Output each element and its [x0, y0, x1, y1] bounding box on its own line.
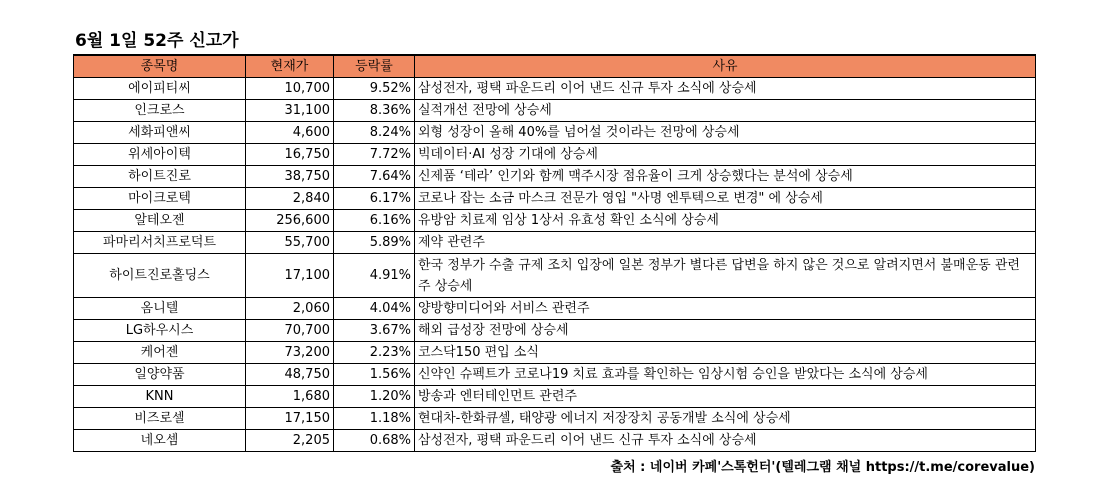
stock-reason: 코로나 잡는 소금 마스크 전문가 영입 "사명 엔투텍으로 변경" 에 상승세 [415, 188, 1036, 210]
stock-reason: 신제품 ‘테라’ 인기와 함께 맥주시장 점유율이 크게 상승했다는 분석에 상승세 [415, 166, 1036, 188]
stock-price: 1,680 [246, 386, 334, 408]
stock-name: 네오셈 [74, 430, 246, 452]
stock-change: 4.04% [334, 298, 415, 320]
stock-price: 2,060 [246, 298, 334, 320]
stock-name: 옴니텔 [74, 298, 246, 320]
stock-price: 10,700 [246, 78, 334, 100]
stock-change: 6.16% [334, 210, 415, 232]
stock-change: 8.24% [334, 122, 415, 144]
stock-price: 256,600 [246, 210, 334, 232]
stock-name: 비즈로셀 [74, 408, 246, 430]
stock-reason: 양방향미디어와 서비스 관련주 [415, 298, 1036, 320]
stock-reason: 한국 정부가 수출 규제 조치 입장에 일본 정부가 별다른 답변을 하지 않은 것으로 알려지면서 불매운동 관련주 상승세 [415, 254, 1036, 298]
stock-reason: 해외 급성장 전망에 상승세 [415, 320, 1036, 342]
stock-change: 5.89% [334, 232, 415, 254]
stock-change: 9.52% [334, 78, 415, 100]
stock-name: 케어젠 [74, 342, 246, 364]
stock-price: 17,100 [246, 254, 334, 298]
column-header-change: 등락률 [334, 55, 415, 78]
table-row [74, 342, 1036, 364]
column-header-name: 종목명 [74, 55, 246, 78]
table-row [74, 144, 1036, 166]
table-row [74, 254, 1036, 298]
table-row [74, 386, 1036, 408]
source-credit: 출처 : 네이버 카페'스톡헌터'(텔레그램 채널 https://t.me/corevalue) [610, 460, 1035, 475]
stock-reason: 제약 관련주 [415, 232, 1036, 254]
stock-price: 31,100 [246, 100, 334, 122]
table-row [74, 210, 1036, 232]
stock-change: 7.72% [334, 144, 415, 166]
table-row [74, 430, 1036, 452]
table-row [74, 232, 1036, 254]
stock-name: LG하우시스 [74, 320, 246, 342]
table-row [74, 188, 1036, 210]
stock-change: 2.23% [334, 342, 415, 364]
stock-reason: 빅데이터·AI 성장 기대에 상승세 [415, 144, 1036, 166]
table-row [74, 298, 1036, 320]
stock-table [73, 54, 1036, 452]
stock-reason: 신약인 슈펙트가 코로나19 치료 효과를 확인하는 임상시험 승인을 받았다는 소식에 상승세 [415, 364, 1036, 386]
stock-change: 0.68% [334, 430, 415, 452]
stock-reason: 삼성전자, 평택 파운드리 이어 낸드 신규 투자 소식에 상승세 [415, 78, 1036, 100]
table-header-row [74, 55, 1036, 78]
stock-price: 4,600 [246, 122, 334, 144]
table-row [74, 364, 1036, 386]
stock-price: 48,750 [246, 364, 334, 386]
table-row [74, 320, 1036, 342]
stock-price: 38,750 [246, 166, 334, 188]
stock-price: 17,150 [246, 408, 334, 430]
stock-change: 1.20% [334, 386, 415, 408]
stock-reason: 삼성전자, 평택 파운드리 이어 낸드 신규 투자 소식에 상승세 [415, 430, 1036, 452]
stock-name: 파마리서치프로덕트 [74, 232, 246, 254]
stock-name: 알테오젠 [74, 210, 246, 232]
stock-change: 8.36% [334, 100, 415, 122]
stock-name: 에이피티씨 [74, 78, 246, 100]
stock-change: 1.18% [334, 408, 415, 430]
table-row [74, 408, 1036, 430]
stock-reason: 실적개선 전망에 상승세 [415, 100, 1036, 122]
page-title: 6월 1일 52주 신고가 [75, 31, 239, 51]
stock-reason: 방송과 엔터테인먼트 관련주 [415, 386, 1036, 408]
stock-price: 73,200 [246, 342, 334, 364]
column-header-reason: 사유 [415, 55, 1036, 78]
stock-change: 4.91% [334, 254, 415, 298]
table-row [74, 78, 1036, 100]
stock-name: 세화피앤씨 [74, 122, 246, 144]
stock-price: 55,700 [246, 232, 334, 254]
stock-reason: 현대차-한화큐셀, 태양광 에너지 저장장치 공동개발 소식에 상승세 [415, 408, 1036, 430]
stock-price: 70,700 [246, 320, 334, 342]
stock-name: 일양약품 [74, 364, 246, 386]
stock-reason: 외형 성장이 올해 40%를 넘어설 것이라는 전망에 상승세 [415, 122, 1036, 144]
stock-price: 16,750 [246, 144, 334, 166]
stock-reason: 코스닥150 편입 소식 [415, 342, 1036, 364]
stock-name: KNN [74, 386, 246, 408]
stock-name: 인크로스 [74, 100, 246, 122]
stock-reason: 유방암 치료제 임상 1상서 유효성 확인 소식에 상승세 [415, 210, 1036, 232]
table-row [74, 100, 1036, 122]
table-row [74, 122, 1036, 144]
stock-change: 3.67% [334, 320, 415, 342]
stock-change: 6.17% [334, 188, 415, 210]
stock-name: 마이크로텍 [74, 188, 246, 210]
stock-name: 하이트진로홀딩스 [74, 254, 246, 298]
stock-price: 2,205 [246, 430, 334, 452]
stock-price: 2,840 [246, 188, 334, 210]
stock-change: 1.56% [334, 364, 415, 386]
table-row [74, 166, 1036, 188]
stock-name: 하이트진로 [74, 166, 246, 188]
stock-name: 위세아이텍 [74, 144, 246, 166]
column-header-price: 현재가 [246, 55, 334, 78]
stock-change: 7.64% [334, 166, 415, 188]
